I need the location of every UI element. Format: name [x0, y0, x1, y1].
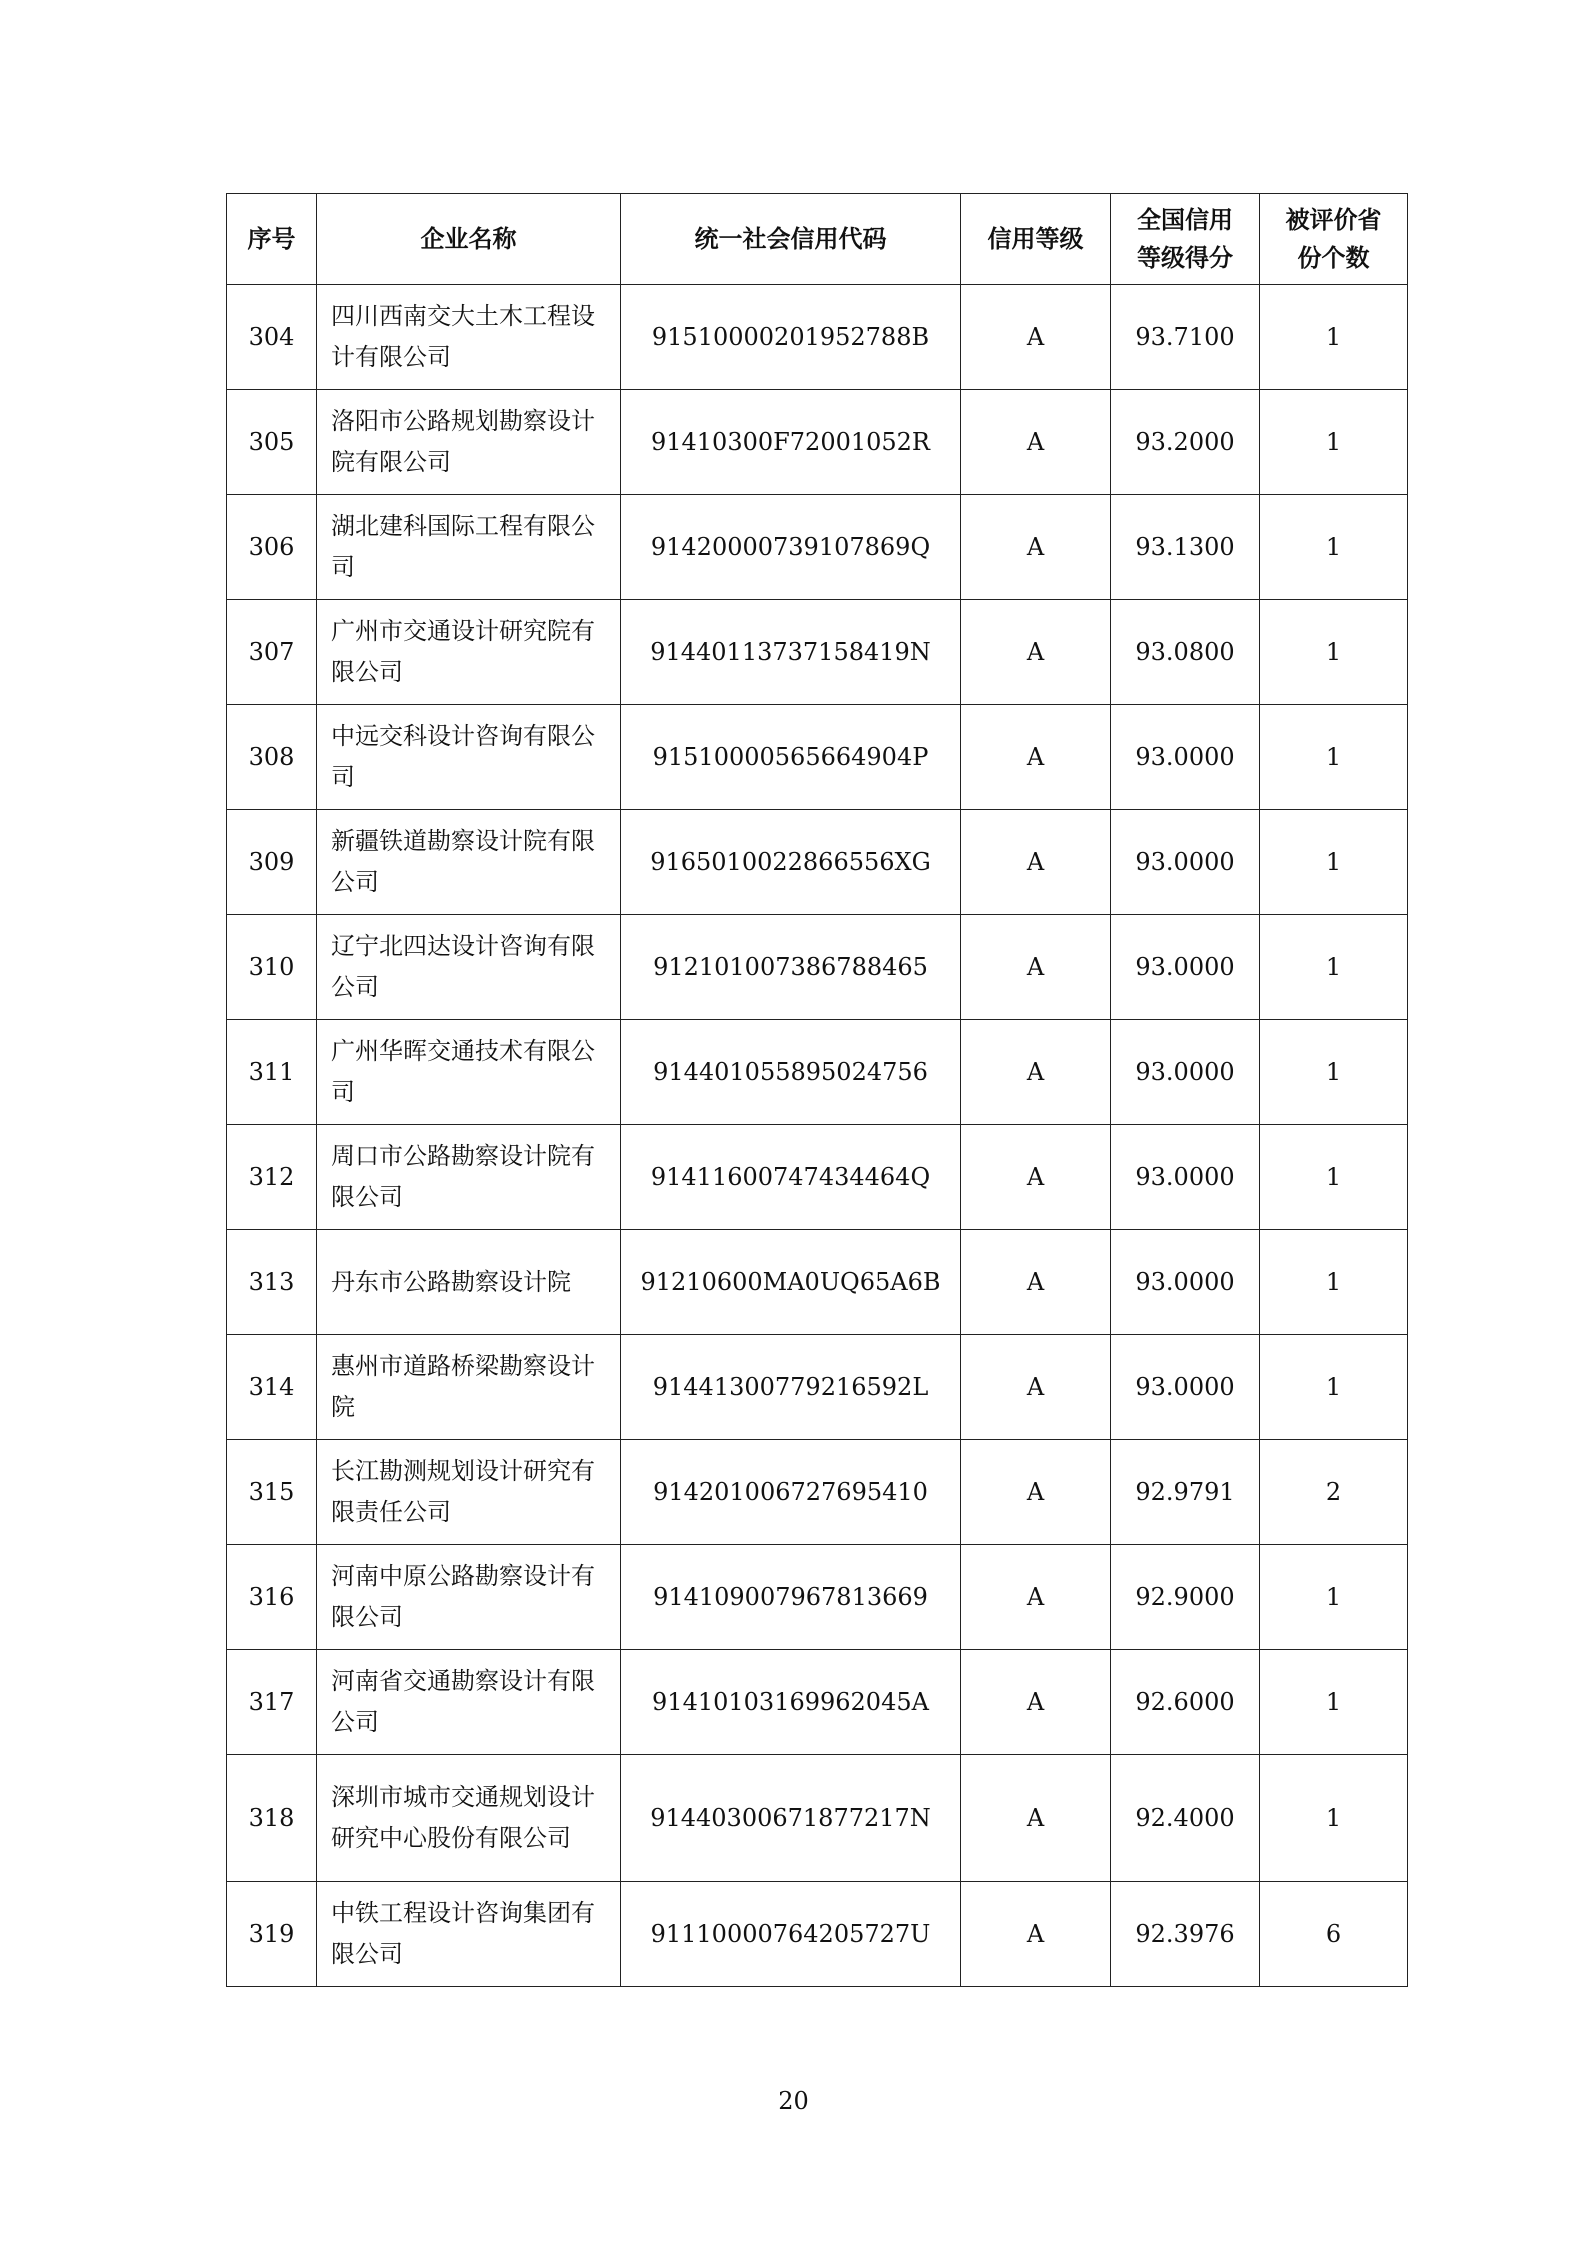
- table-row: [227, 705, 1408, 810]
- cell-no: 316: [227, 1545, 317, 1650]
- cell-no: 314: [227, 1335, 317, 1440]
- cell-province-count: 1: [1260, 810, 1408, 915]
- cell-credit-code: 9151000020195278​8B: [621, 285, 961, 390]
- cell-credit-code: 91210600MA0UQ65A6B: [621, 1230, 961, 1335]
- cell-credit-code: 91410300F72001052R: [621, 390, 961, 495]
- cell-score: 93.0000: [1111, 1125, 1260, 1230]
- cell-credit-code: 91441300779216592L: [621, 1335, 961, 1440]
- table-row: [227, 810, 1408, 915]
- table-row: [227, 1755, 1408, 1882]
- cell-score: 93.0800: [1111, 600, 1260, 705]
- cell-credit-code: 914401055895024756: [621, 1020, 961, 1125]
- cell-score: 92.4000: [1111, 1755, 1260, 1882]
- cell-score: 93.0000: [1111, 810, 1260, 915]
- cell-company-name: 河南省交通勘察设计有限公司: [317, 1650, 621, 1755]
- cell-credit-code: 914109007967813669: [621, 1545, 961, 1650]
- cell-province-count: 1: [1260, 1650, 1408, 1755]
- cell-no: 312: [227, 1125, 317, 1230]
- cell-credit-grade: A: [961, 1125, 1111, 1230]
- table-row: [227, 495, 1408, 600]
- cell-province-count: 1: [1260, 1230, 1408, 1335]
- table-row: [227, 1335, 1408, 1440]
- cell-company-name: 周口市公路勘察设计院有限公司: [317, 1125, 621, 1230]
- cell-credit-code: 91410103169962045A: [621, 1650, 961, 1755]
- cell-credit-grade: A: [961, 1882, 1111, 1987]
- cell-credit-grade: A: [961, 390, 1111, 495]
- cell-no: 313: [227, 1230, 317, 1335]
- cell-score: 92.9791: [1111, 1440, 1260, 1545]
- table-header-row: [227, 194, 1408, 285]
- cell-credit-code: 914201006727695410: [621, 1440, 961, 1545]
- cell-score: 92.9000: [1111, 1545, 1260, 1650]
- cell-province-count: 1: [1260, 390, 1408, 495]
- header-provinces: 被评价省份个数: [1260, 194, 1408, 285]
- table-row: [227, 1650, 1408, 1755]
- cell-credit-grade: A: [961, 1650, 1111, 1755]
- cell-no: 306: [227, 495, 317, 600]
- cell-score: 92.3976: [1111, 1882, 1260, 1987]
- cell-province-count: 1: [1260, 1755, 1408, 1882]
- cell-score: 92.6000: [1111, 1650, 1260, 1755]
- cell-company-name: 新疆铁道勘察设计院有限公司: [317, 810, 621, 915]
- cell-credit-code: 912101007386788465: [621, 915, 961, 1020]
- cell-province-count: 1: [1260, 1125, 1408, 1230]
- cell-no: 305: [227, 390, 317, 495]
- cell-company-name: 广州华晖交通技术有限公司: [317, 1020, 621, 1125]
- cell-province-count: 1: [1260, 285, 1408, 390]
- cell-company-name: 深圳市城市交通规划设计研究中心股份有限公司: [317, 1755, 621, 1882]
- header-grade: 信用等级: [961, 194, 1111, 285]
- cell-province-count: 1: [1260, 705, 1408, 810]
- table-row: [227, 1545, 1408, 1650]
- cell-no: 315: [227, 1440, 317, 1545]
- table-row: [227, 1882, 1408, 1987]
- cell-score: 93.1300: [1111, 495, 1260, 600]
- cell-credit-grade: A: [961, 1230, 1111, 1335]
- header-score: 全国信用等级得分: [1111, 194, 1260, 285]
- cell-credit-code: 91440113737158419N: [621, 600, 961, 705]
- cell-credit-grade: A: [961, 1755, 1111, 1882]
- table-row: [227, 1020, 1408, 1125]
- cell-credit-grade: A: [961, 495, 1111, 600]
- cell-credit-grade: A: [961, 1440, 1111, 1545]
- cell-score: 93.2000: [1111, 390, 1260, 495]
- cell-credit-grade: A: [961, 705, 1111, 810]
- table-row: [227, 1440, 1408, 1545]
- page-number: 20: [778, 2087, 809, 2115]
- cell-province-count: 2: [1260, 1440, 1408, 1545]
- cell-company-name: 惠州市道路桥梁勘察设计院: [317, 1335, 621, 1440]
- cell-company-name: 中铁工程设计咨询集团有限公司: [317, 1882, 621, 1987]
- cell-company-name: 辽宁北四达设计咨询有限公司: [317, 915, 621, 1020]
- cell-score: 93.0000: [1111, 1020, 1260, 1125]
- cell-credit-code: 91420000739107869Q: [621, 495, 961, 600]
- credit-rating-table: [226, 193, 1408, 1987]
- table-row: [227, 1230, 1408, 1335]
- cell-province-count: 1: [1260, 1020, 1408, 1125]
- cell-province-count: 1: [1260, 495, 1408, 600]
- cell-province-count: 1: [1260, 1545, 1408, 1650]
- cell-company-name: 广州市交通设计研究院有限公司: [317, 600, 621, 705]
- cell-credit-grade: A: [961, 810, 1111, 915]
- cell-credit-grade: A: [961, 600, 1111, 705]
- table-row: [227, 285, 1408, 390]
- table-row: [227, 1125, 1408, 1230]
- cell-province-count: 6: [1260, 1882, 1408, 1987]
- cell-credit-code: 91411600747434464Q: [621, 1125, 961, 1230]
- cell-company-name: 四川西南交大土木工程设计有限公司: [317, 285, 621, 390]
- cell-no: 310: [227, 915, 317, 1020]
- cell-score: 93.0000: [1111, 915, 1260, 1020]
- cell-province-count: 1: [1260, 1335, 1408, 1440]
- table-row: [227, 600, 1408, 705]
- cell-province-count: 1: [1260, 600, 1408, 705]
- cell-credit-grade: A: [961, 1020, 1111, 1125]
- cell-credit-code: 9165010022866556XG: [621, 810, 961, 915]
- cell-company-name: 长江勘测规划设计研究有限责任公司: [317, 1440, 621, 1545]
- cell-score: 93.0000: [1111, 1335, 1260, 1440]
- cell-score: 93.0000: [1111, 1230, 1260, 1335]
- header-code: 统一社会信用代码: [621, 194, 961, 285]
- cell-score: 93.7100: [1111, 285, 1260, 390]
- cell-no: 311: [227, 1020, 317, 1125]
- cell-credit-code: 91510000565664904P: [621, 705, 961, 810]
- cell-score: 93.0000: [1111, 705, 1260, 810]
- cell-credit-code: 91110000764205727U: [621, 1882, 961, 1987]
- cell-no: 318: [227, 1755, 317, 1882]
- table-row: [227, 390, 1408, 495]
- cell-no: 307: [227, 600, 317, 705]
- cell-company-name: 洛阳市公路规划勘察设计院有限公司: [317, 390, 621, 495]
- cell-company-name: 中远交科设计咨询有限公司: [317, 705, 621, 810]
- cell-company-name: 湖北建科国际工程有限公司: [317, 495, 621, 600]
- cell-no: 309: [227, 810, 317, 915]
- cell-credit-grade: A: [961, 1545, 1111, 1650]
- header-no: 序号: [227, 194, 317, 285]
- header-name: 企业名称: [317, 194, 621, 285]
- cell-province-count: 1: [1260, 915, 1408, 1020]
- cell-credit-grade: A: [961, 915, 1111, 1020]
- cell-company-name: 河南中原公路勘察设计有限公司: [317, 1545, 621, 1650]
- cell-no: 308: [227, 705, 317, 810]
- cell-company-name: 丹东市公路勘察设计院: [317, 1230, 621, 1335]
- cell-credit-code: 91440300671877217N: [621, 1755, 961, 1882]
- cell-credit-grade: A: [961, 285, 1111, 390]
- cell-no: 304: [227, 285, 317, 390]
- table-row: [227, 915, 1408, 1020]
- cell-no: 317: [227, 1650, 317, 1755]
- cell-credit-grade: A: [961, 1335, 1111, 1440]
- cell-no: 319: [227, 1882, 317, 1987]
